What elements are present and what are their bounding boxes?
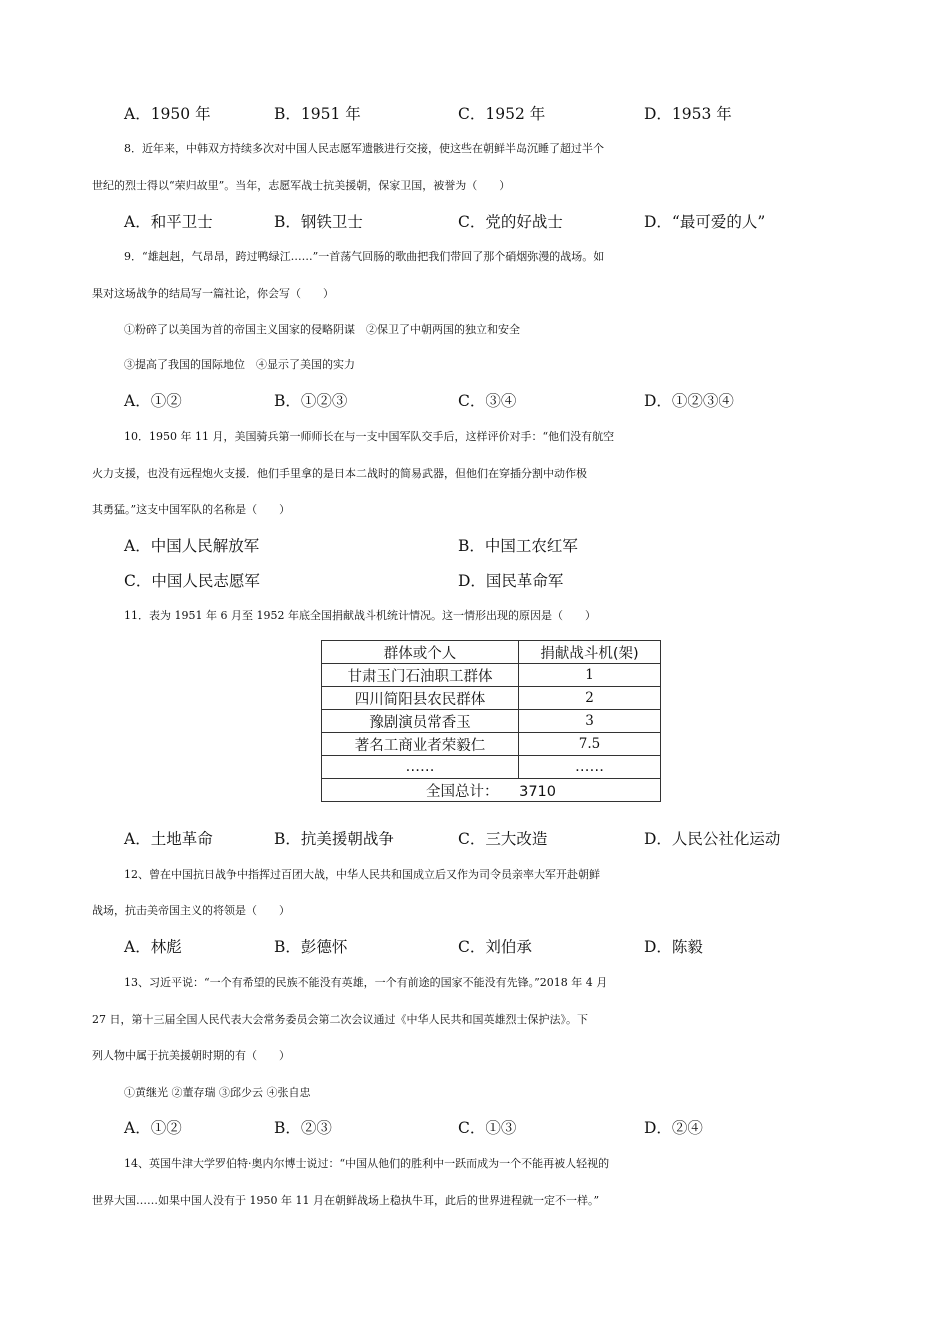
column-header: 捐献战斗机(架) [519, 641, 661, 664]
option-b: B．①②③ [274, 392, 348, 410]
table-row [322, 710, 661, 733]
table-cell: 豫剧演员常香玉 [322, 710, 519, 733]
option-a: A．1950 年 [124, 105, 211, 123]
table-cell: …… [322, 756, 519, 779]
option-d: D．①②③④ [644, 392, 734, 410]
table-row [322, 756, 661, 779]
option-c: C．①③ [458, 1119, 517, 1137]
question-text: 9．“雄赳赳，气昂昂，跨过鸭绿江……”一首荡气回肠的歌曲把我们带回了那个硝烟弥漫的战场。如 [124, 250, 605, 263]
question-text: 其勇猛。”这支中国军队的名称是（ ） [92, 503, 291, 516]
question-text: 8．近年来，中韩双方持续多次对中国人民志愿军遗骸进行交接，使这些在朝鲜半岛沉睡了超过半个 [124, 142, 604, 155]
question-text: 列人物中属于抗美援朝时期的有（ ） [92, 1049, 290, 1062]
total-value: 3710 [519, 783, 556, 800]
option-d: D．1953 年 [644, 105, 732, 123]
option-c: C．中国人民志愿军 [124, 572, 260, 590]
option-a: A．林彪 [124, 938, 182, 956]
table-cell: 1 [519, 664, 661, 687]
donation-table [321, 640, 661, 802]
table-total-cell [322, 779, 661, 802]
table-row [322, 687, 661, 710]
table-cell: 3 [519, 710, 661, 733]
option-b: B．彭德怀 [274, 938, 348, 956]
option-c: C．刘伯承 [458, 938, 532, 956]
question-text: 11．表为 1951 年 6 月至 1952 年底全国捐献战斗机统计情况。这一情形出现的原因是（ ） [124, 609, 596, 622]
table-cell: 2 [519, 687, 661, 710]
table-row [322, 664, 661, 687]
table-cell: 7.5 [519, 733, 661, 756]
option-b: B．1951 年 [274, 105, 361, 123]
option-a: A．①② [124, 1119, 182, 1137]
option-b: B．中国工农红军 [458, 537, 578, 555]
question-text: 13、习近平说：“一个有希望的民族不能没有英雄，一个有前途的国家不能没有先锋。”2018 年 4 月 [124, 976, 608, 989]
question-text: 世界大国……如果中国人没有于 1950 年 11 月在朝鲜战场上稳执牛耳，此后的世界进程就一定不一样。” [92, 1194, 600, 1207]
table-cell: 著名工商业者荣毅仁 [322, 733, 519, 756]
statement-list: ③提高了我国的国际地位 ④显示了美国的实力 [124, 358, 355, 371]
option-a: A．土地革命 [124, 830, 213, 848]
option-a: A．和平卫士 [124, 213, 213, 231]
option-c: C．1952 年 [458, 105, 546, 123]
option-a: A．中国人民解放军 [124, 537, 260, 555]
option-c: C．③④ [458, 392, 517, 410]
option-d: D．陈毅 [644, 938, 703, 956]
table-header-row [322, 641, 661, 664]
option-d: D．②④ [644, 1119, 703, 1137]
option-b: B．抗美援朝战争 [274, 830, 394, 848]
option-c: C．三大改造 [458, 830, 548, 848]
question-text: 12、曾在中国抗日战争中指挥过百团大战，中华人民共和国成立后又作为司令员亲率大军开赴朝鲜 [124, 868, 600, 881]
question-text: 14、英国牛津大学罗伯特·奥内尔博士说过：“中国从他们的胜利中一跃而成为一个不能再被人轻视的 [124, 1157, 610, 1170]
column-header: 群体或个人 [322, 641, 519, 664]
table-cell: 甘肃玉门石油职工群体 [322, 664, 519, 687]
table-cell: 四川简阳县农民群体 [322, 687, 519, 710]
question-text: 27 日，第十三届全国人民代表大会常务委员会第二次会议通过《中华人民共和国英雄烈士保护法》。下 [92, 1013, 588, 1026]
option-d: D．人民公社化运动 [644, 830, 781, 848]
option-d: D．“最可爱的人” [644, 213, 766, 231]
option-d: D．国民革命军 [458, 572, 564, 590]
question-text: 果对这场战争的结局写一篇社论，你会写（ ） [92, 287, 334, 300]
question-text: 战场，抗击美帝国主义的将领是（ ） [92, 904, 290, 917]
option-b: B．钢铁卫士 [274, 213, 363, 231]
option-c: C．党的好战士 [458, 213, 563, 231]
question-text: 10．1950 年 11 月，美国骑兵第一师师长在与一支中国军队交手后，这样评价对手：“他们没有航空 [124, 430, 615, 443]
table-total-row [322, 779, 661, 802]
statement-list: ①黄继光 ②董存瑞 ③邱少云 ④张自忠 [124, 1086, 311, 1099]
table-row [322, 733, 661, 756]
option-b: B．②③ [274, 1119, 332, 1137]
question-text: 火力支援，也没有远程炮火支援．他们手里拿的是日本二战时的简易武器，但他们在穿插分割中动作极 [92, 467, 587, 480]
total-label: 全国总计： [425, 783, 499, 800]
statement-list: ①粉碎了以美国为首的帝国主义国家的侵略阴谋 ②保卫了中朝两国的独立和安全 [124, 323, 520, 336]
table-cell: …… [519, 756, 661, 779]
question-text: 世纪的烈士得以“荣归故里”。当年，志愿军战士抗美援朝，保家卫国，被誉为（ ） [92, 179, 511, 192]
option-a: A．①② [124, 392, 182, 410]
